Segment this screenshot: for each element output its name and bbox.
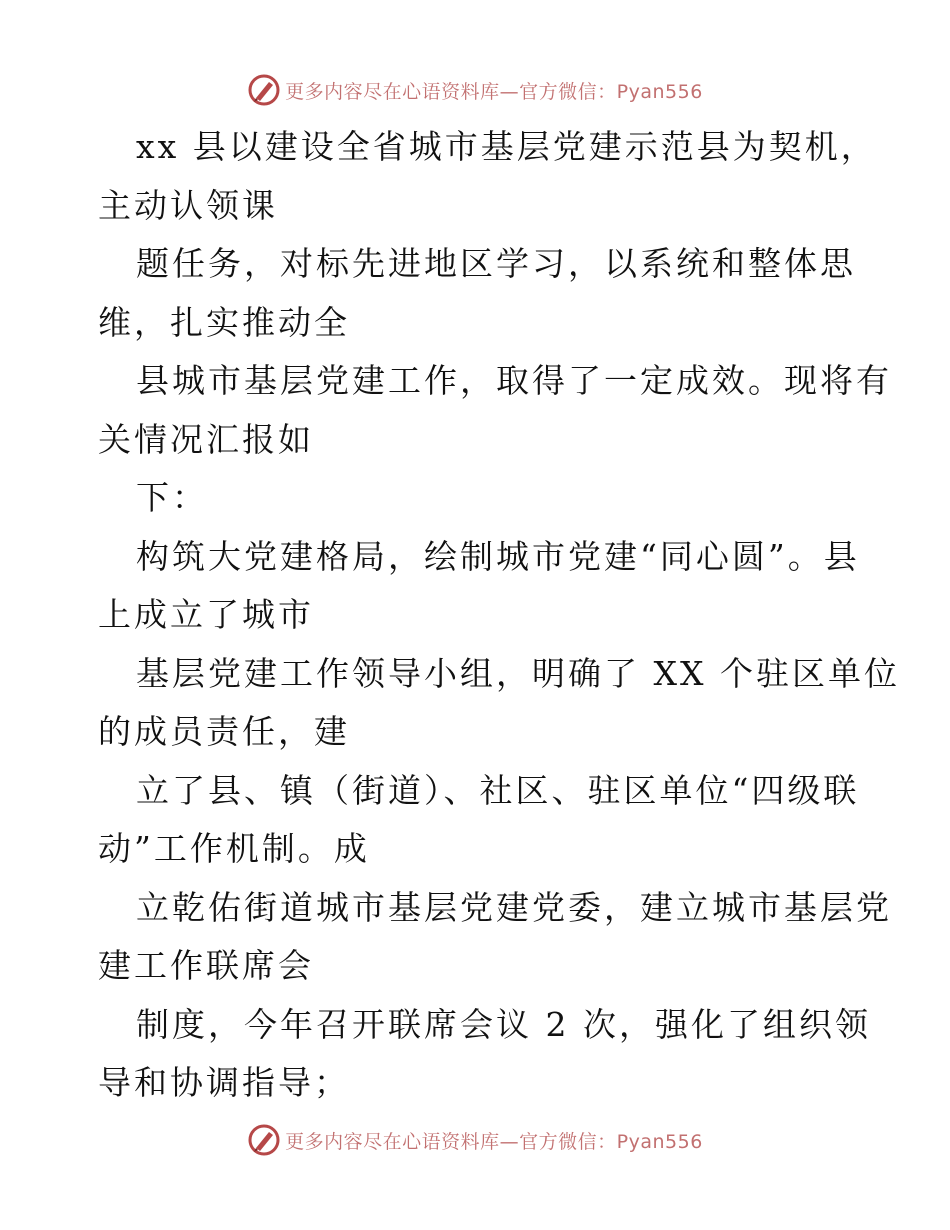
paragraph-line: 县城市基层党建工作，取得了一定成效。现将有 (136, 361, 892, 400)
paragraph-line: 立乾佑街道城市基层党建党委，建立城市基层党 (136, 887, 892, 927)
paragraph-line: 立了县、镇（街道）、社区、驻区单位“四级联 (136, 770, 860, 810)
paragraph-line: 的成员责任，建 (98, 712, 350, 751)
paragraph (98, 469, 858, 528)
paragraph-line: 关情况汇报如 (98, 419, 314, 459)
paragraph-line: 题任务，对标先进地区学习，以系统和整体思 (136, 244, 856, 283)
paragraph-line: 动”工作机制。成 (98, 829, 370, 868)
header-banner-text: 更多内容尽在心语资料库—官方微信：Pyan556 (285, 80, 703, 103)
header-banner (0, 70, 950, 110)
paragraph (98, 645, 900, 762)
paragraph (98, 996, 871, 1113)
paragraph-line: 基层党建工作领导小组，明确了 XX 个驻区单位 (136, 653, 900, 693)
paragraph-line: 主动认领课 (98, 185, 278, 225)
paragraph-line: 导和协调指导； (98, 1063, 350, 1102)
paragraph-line: 建工作联席会 (98, 946, 314, 985)
paragraph-line: 下： (136, 478, 208, 517)
paragraph-line: xx 县以建设全省城市基层党建示范县为契机， (136, 127, 877, 166)
paragraph (98, 762, 858, 879)
paragraph-line: 制度，今年召开联席会议 2 次，强化了组织领 (136, 1004, 871, 1044)
paragraph (98, 235, 858, 352)
document-body (98, 118, 900, 1113)
paragraph (98, 352, 892, 469)
paragraph (98, 879, 892, 996)
pen-logo-icon (247, 73, 281, 107)
paragraph-line: 上成立了城市 (98, 595, 314, 634)
paragraph-line: 维，扎实推动全 (98, 302, 350, 342)
footer-banner (0, 1120, 950, 1160)
footer-banner-text: 更多内容尽在心语资料库—官方微信：Pyan556 (285, 1130, 703, 1153)
pen-logo-icon (247, 1123, 281, 1157)
paragraph (98, 528, 858, 645)
paragraph-line: 构筑大党建格局，绘制城市党建“同心圆”。县 (136, 536, 860, 576)
paragraph (98, 118, 877, 235)
